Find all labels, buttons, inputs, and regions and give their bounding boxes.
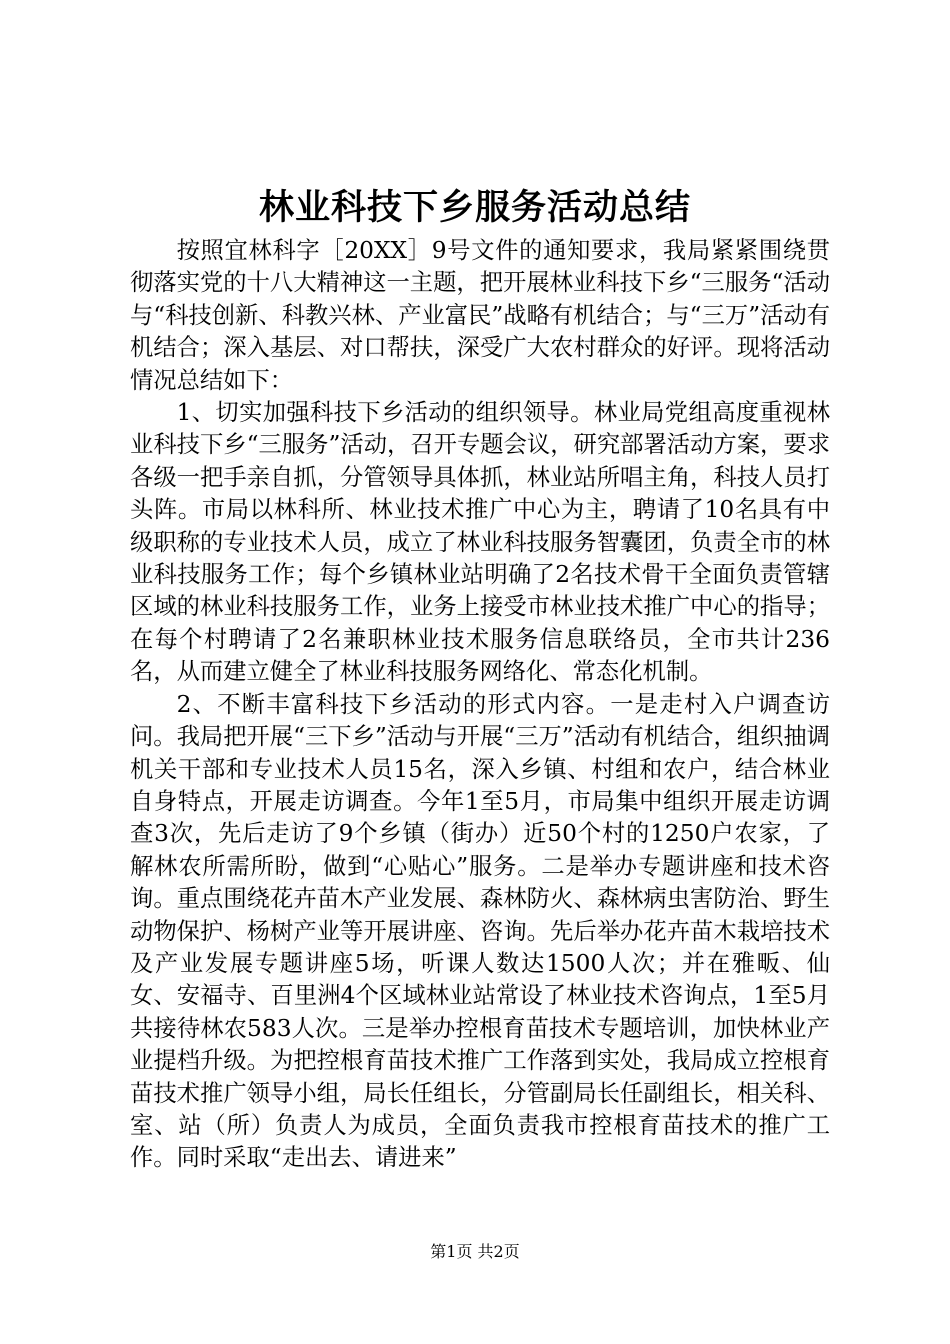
- paragraph-activities: 2、不断丰富科技下乡活动的形式内容。一是走村入户调查访问。我局把开展“三下乡”活动与开展“三万”活动有机结合，组织抽调机关干部和专业技术人员15名，深入乡镇、村组和农户，结合林业自身特点，开展走访调查。今年1至5月，市局集中组织开展走访调查3次，先后走访了9个乡镇（街办）近50个村的1250户农家，了解林农所需所盼，做到“心贴心”服务。二是举办专题讲座和技术咨询。重点围绕花卉苗木产业发展、森林防火、森林病虫害防治、野生动物保护、杨树产业等开展讲座、咨询。先后举办花卉苗木栽培技术及产业发展专题讲座5场，听课人数达1500人次；并在雅畈、仙女、安福寺、百里洲4个区域林业站常设了林业技术咨询点，1至5月共接待林农583人次。三是举办控根育苗技术专题培训，加快林业产业提档升级。为把控根育苗技术推广工作落到实处，我局成立控根育苗技术推广领导小组，局长任组长，分管副局长任副组长，相关科、室、站（所）负责人为成员，全面负责我市控根育苗技术的推广工作。同时采取“走出去、请进来”: [130, 690, 830, 1172]
- document-body: [130, 235, 830, 1175]
- paragraph-organization: 1、切实加强科技下乡活动的组织领导。林业局党组高度重视林业科技下乡“三服务”活动，召开专题会议，研究部署活动方案，要求各级一把手亲自抓，分管领导具体抓，林业站所唱主角，科技人员打头阵。市局以林科所、林业技术推广中心为主，聘请了10名具有中级职称的专业技术人员，成立了林业科技服务智囊团，负责全市的林业科技服务工作；每个乡镇林业站明确了2名技术骨干全面负责管辖区域的林业科技服务工作，业务上接受市林业技术推广中心的指导；在每个村聘请了2名兼职林业技术服务信息联络员，全市共计236名，从而建立健全了林业科技服务网络化、常态化机制。: [130, 399, 830, 686]
- paragraph-intro: 按照宜林科字［20XX］9号文件的通知要求，我局紧紧围绕贯彻落实党的十八大精神这一主题，把开展林业科技下乡“三服务“活动与“科技创新、科教兴林、产业富民”战略有机结合；与“三万”活动有机结合；深入基层、对口帮扶，深受广大农村群众的好评。现将活动情况总结如下：: [130, 237, 830, 394]
- page-number-footer: 第1页 共2页: [430, 1242, 520, 1261]
- document-title: 林业科技下乡服务活动总结: [258, 188, 691, 228]
